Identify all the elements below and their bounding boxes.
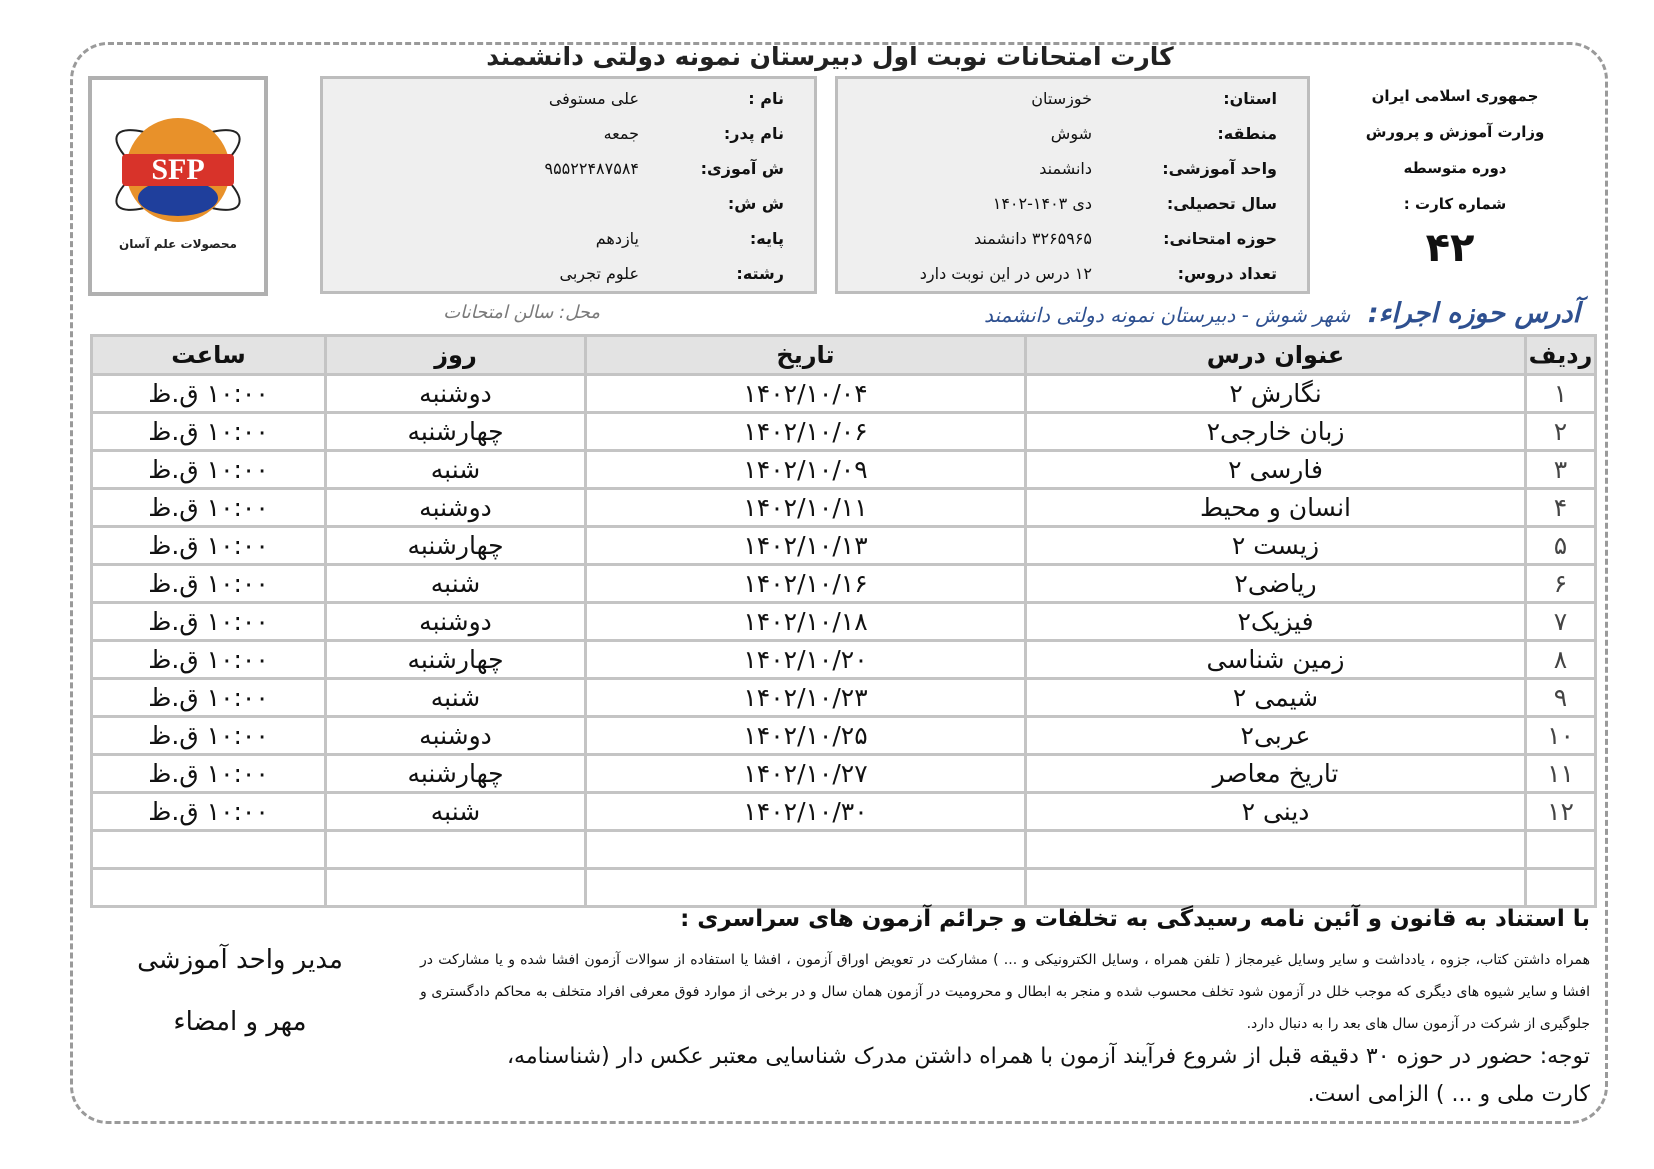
student-info-box (320, 76, 817, 294)
exam-day: دوشنبه (326, 717, 586, 755)
table-row (92, 755, 1596, 793)
gov-line-level: دوره متوسطه (1403, 159, 1507, 177)
school-row (838, 153, 1307, 187)
exam-date: ۱۴۰۲/۱۰/۰۶ (586, 413, 1026, 451)
course-title: تاریخ معاصر (1026, 755, 1526, 793)
exam-schedule-table (90, 334, 1597, 908)
academic-year-row (838, 188, 1307, 222)
stamp-signature: مهر و امضاء (173, 1007, 307, 1037)
birth-cert-row (323, 188, 814, 222)
exam-date: ۱۴۰۲/۱۰/۰۹ (586, 451, 1026, 489)
course-title (1026, 831, 1526, 869)
major-label: رشته: (736, 264, 784, 283)
exam-day: چهارشنبه (326, 413, 586, 451)
course-title: زیست ۲ (1026, 527, 1526, 565)
exam-time: ۱۰:۰۰ ق.ظ (92, 489, 326, 527)
row-number (1526, 869, 1596, 907)
table-row (92, 869, 1596, 907)
header-day: روز (326, 336, 586, 375)
gov-line-country: جمهوری اسلامی ایران (1371, 87, 1539, 105)
principal-title: مدیر واحد آموزشی (137, 945, 343, 975)
region-label: منطقه: (1217, 124, 1277, 143)
name-value: علی مستوفی (548, 89, 639, 108)
exam-time (92, 831, 326, 869)
course-title: دینی ۲ (1026, 793, 1526, 831)
grade-label: پایه: (749, 229, 784, 248)
logo-caption: محصولات علم آسان (119, 237, 237, 251)
birth-cert-label: ش ش: (727, 194, 784, 213)
header-course-title: عنوان درس (1026, 336, 1526, 375)
table-row (92, 717, 1596, 755)
header-date: تاریخ (586, 336, 1026, 375)
sfp-logo-graphic (92, 80, 264, 292)
table-row (92, 489, 1596, 527)
address-text: شهر شوش - دبیرستان نمونه دولتی دانشمند (984, 303, 1351, 327)
major-value: علوم تجربی (559, 264, 639, 283)
exam-date: ۱۴۰۲/۱۰/۳۰ (586, 793, 1026, 831)
exam-date: ۱۴۰۲/۱۰/۲۳ (586, 679, 1026, 717)
exam-time: ۱۰:۰۰ ق.ظ (92, 527, 326, 565)
course-count-value: ۱۲ درس در این نوبت دارد (919, 264, 1092, 283)
table-row (92, 375, 1596, 413)
exam-day: دوشنبه (326, 489, 586, 527)
exam-date: ۱۴۰۲/۱۰/۲۰ (586, 641, 1026, 679)
rules-title: با استناد به قانون و آئین نامه رسیدگی به تخلفات و جرائم آزمون های سراسری : (680, 906, 1590, 932)
course-title: زبان خارجی۲ (1026, 413, 1526, 451)
table-row (92, 451, 1596, 489)
exam-time (92, 869, 326, 907)
father-name-value: جمعه (603, 124, 639, 143)
table-row (92, 565, 1596, 603)
exam-day: چهارشنبه (326, 755, 586, 793)
row-number: ۱۱ (1526, 755, 1596, 793)
grade-value: یازدهم (595, 229, 639, 248)
exam-day: دوشنبه (326, 603, 586, 641)
course-title: نگارش ۲ (1026, 375, 1526, 413)
exam-date: ۱۴۰۲/۱۰/۲۵ (586, 717, 1026, 755)
exam-time: ۱۰:۰۰ ق.ظ (92, 413, 326, 451)
school-value: دانشمند (1039, 159, 1092, 178)
father-name-label: نام پدر: (723, 124, 784, 143)
row-number: ۳ (1526, 451, 1596, 489)
course-title: زمین شناسی (1026, 641, 1526, 679)
table-row (92, 641, 1596, 679)
exam-time: ۱۰:۰۰ ق.ظ (92, 375, 326, 413)
attendance-note: توجه: حضور در حوزه ۳۰ دقیقه قبل از شروع فرآیند آزمون با همراه داشتن مدرک شناسایی معتبر عکس دار (شناسنامه، کارت ملی و ... ) الزامی است. (506, 1044, 1590, 1107)
exam-time: ۱۰:۰۰ ق.ظ (92, 679, 326, 717)
exam-date: ۱۴۰۲/۱۰/۰۴ (586, 375, 1026, 413)
row-number: ۴ (1526, 489, 1596, 527)
row-number: ۱۰ (1526, 717, 1596, 755)
exam-date: ۱۴۰۲/۱۰/۱۶ (586, 565, 1026, 603)
signature-block (90, 945, 390, 1069)
table-row (92, 413, 1596, 451)
school-info-box (835, 76, 1310, 294)
school-label: واحد آموزشی: (1162, 159, 1277, 178)
school-logo (88, 76, 268, 296)
exam-time: ۱۰:۰۰ ق.ظ (92, 641, 326, 679)
student-id-value: ۹۵۵۲۲۴۸۷۵۸۴ (544, 159, 639, 178)
exam-time: ۱۰:۰۰ ق.ظ (92, 793, 326, 831)
exam-day: شنبه (326, 793, 586, 831)
course-title: شیمی ۲ (1026, 679, 1526, 717)
exam-time: ۱۰:۰۰ ق.ظ (92, 565, 326, 603)
exam-time: ۱۰:۰۰ ق.ظ (92, 451, 326, 489)
exam-place: محل: سالن امتحانات (443, 302, 600, 323)
academic-year-label: سال تحصیلی: (1166, 194, 1277, 213)
exam-address (860, 298, 1580, 329)
table-row (92, 603, 1596, 641)
course-title: عربی۲ (1026, 717, 1526, 755)
row-number: ۲ (1526, 413, 1596, 451)
course-title: فیزیک۲ (1026, 603, 1526, 641)
exam-day (326, 869, 586, 907)
row-number: ۵ (1526, 527, 1596, 565)
exam-day: چهارشنبه (326, 527, 586, 565)
header-time: ساعت (92, 336, 326, 375)
ministry-block (1335, 78, 1575, 222)
exam-time: ۱۰:۰۰ ق.ظ (92, 603, 326, 641)
page-title: کارت امتحانات نوبت اول دبیرستان نمونه دولتی دانشمند (486, 42, 1174, 71)
name-label: نام : (748, 89, 784, 108)
card-number: ۴۲ (1425, 225, 1475, 271)
course-count-label: تعداد دروس: (1177, 264, 1277, 283)
exam-date: ۱۴۰۲/۱۰/۱۱ (586, 489, 1026, 527)
table-row (92, 527, 1596, 565)
card-number-label: شماره کارت : (1403, 195, 1507, 213)
exam-date: ۱۴۰۲/۱۰/۲۷ (586, 755, 1026, 793)
course-title (1026, 869, 1526, 907)
header-row-number: ردیف (1526, 336, 1596, 375)
grade-row (323, 223, 814, 257)
exam-day: شنبه (326, 565, 586, 603)
region-value: شوش (1050, 124, 1092, 143)
exam-time: ۱۰:۰۰ ق.ظ (92, 717, 326, 755)
academic-year-value: دی ۱۴۰۳-۱۴۰۲ (992, 194, 1092, 213)
exam-day: دوشنبه (326, 375, 586, 413)
exam-time: ۱۰:۰۰ ق.ظ (92, 755, 326, 793)
exam-center-row (838, 223, 1307, 257)
table-row (92, 831, 1596, 869)
exam-date (586, 831, 1026, 869)
table-row (92, 793, 1596, 831)
region-row (838, 118, 1307, 152)
major-row (323, 258, 814, 292)
table-row (92, 679, 1596, 717)
course-count-row (838, 258, 1307, 292)
rules-text: همراه داشتن کتاب، جزوه ، یادداشت و سایر وسایل غیرمجاز ( تلفن همراه ، وسایل الکترونیکی و ... ) مشارکت در تعویض اوراق آزمون ، افشا یا استفاده از سوالات آزمون افشا شده و یا مشارکت در افشا و سایر شیوه های دیگری که موجب خلل در آزمون شود تخلف محسوب شده و منجر به ابطال و محرومیت در آزمون همان سال و در برخی از موارد فوق معرفی افراد متخلف به محاکم دادگستری و جلوگیری از شرکت در آزمون سال های بعد را به دنبال دارد. (420, 952, 1590, 1032)
province-value: خوزستان (1031, 89, 1092, 108)
exam-day: چهارشنبه (326, 641, 586, 679)
row-number: ۷ (1526, 603, 1596, 641)
exam-date (586, 869, 1026, 907)
row-number: ۶ (1526, 565, 1596, 603)
name-row (323, 83, 814, 117)
row-number: ۸ (1526, 641, 1596, 679)
exam-center-value: ۳۲۶۵۹۶۵ دانشمند (973, 229, 1092, 248)
table-header-row (92, 336, 1596, 375)
row-number: ۱ (1526, 375, 1596, 413)
row-number (1526, 831, 1596, 869)
row-number: ۹ (1526, 679, 1596, 717)
exam-day: شنبه (326, 679, 586, 717)
row-number: ۱۲ (1526, 793, 1596, 831)
exam-day: شنبه (326, 451, 586, 489)
province-label: استان: (1223, 89, 1277, 108)
exam-center-label: حوزه امتحانی: (1163, 229, 1277, 248)
province-row (838, 83, 1307, 117)
gov-line-ministry: وزارت آموزش و پرورش (1365, 123, 1545, 141)
exam-date: ۱۴۰۲/۱۰/۱۳ (586, 527, 1026, 565)
logo-text: SFP (151, 153, 205, 186)
course-title: فارسی ۲ (1026, 451, 1526, 489)
course-title: ریاضی۲ (1026, 565, 1526, 603)
father-name-row (323, 118, 814, 152)
course-title: انسان و محیط (1026, 489, 1526, 527)
address-label: آدرس حوزه اجراء: (1367, 298, 1580, 329)
student-id-label: ش آموزی: (700, 159, 784, 178)
exam-date: ۱۴۰۲/۱۰/۱۸ (586, 603, 1026, 641)
exam-day (326, 831, 586, 869)
student-id-row (323, 153, 814, 187)
